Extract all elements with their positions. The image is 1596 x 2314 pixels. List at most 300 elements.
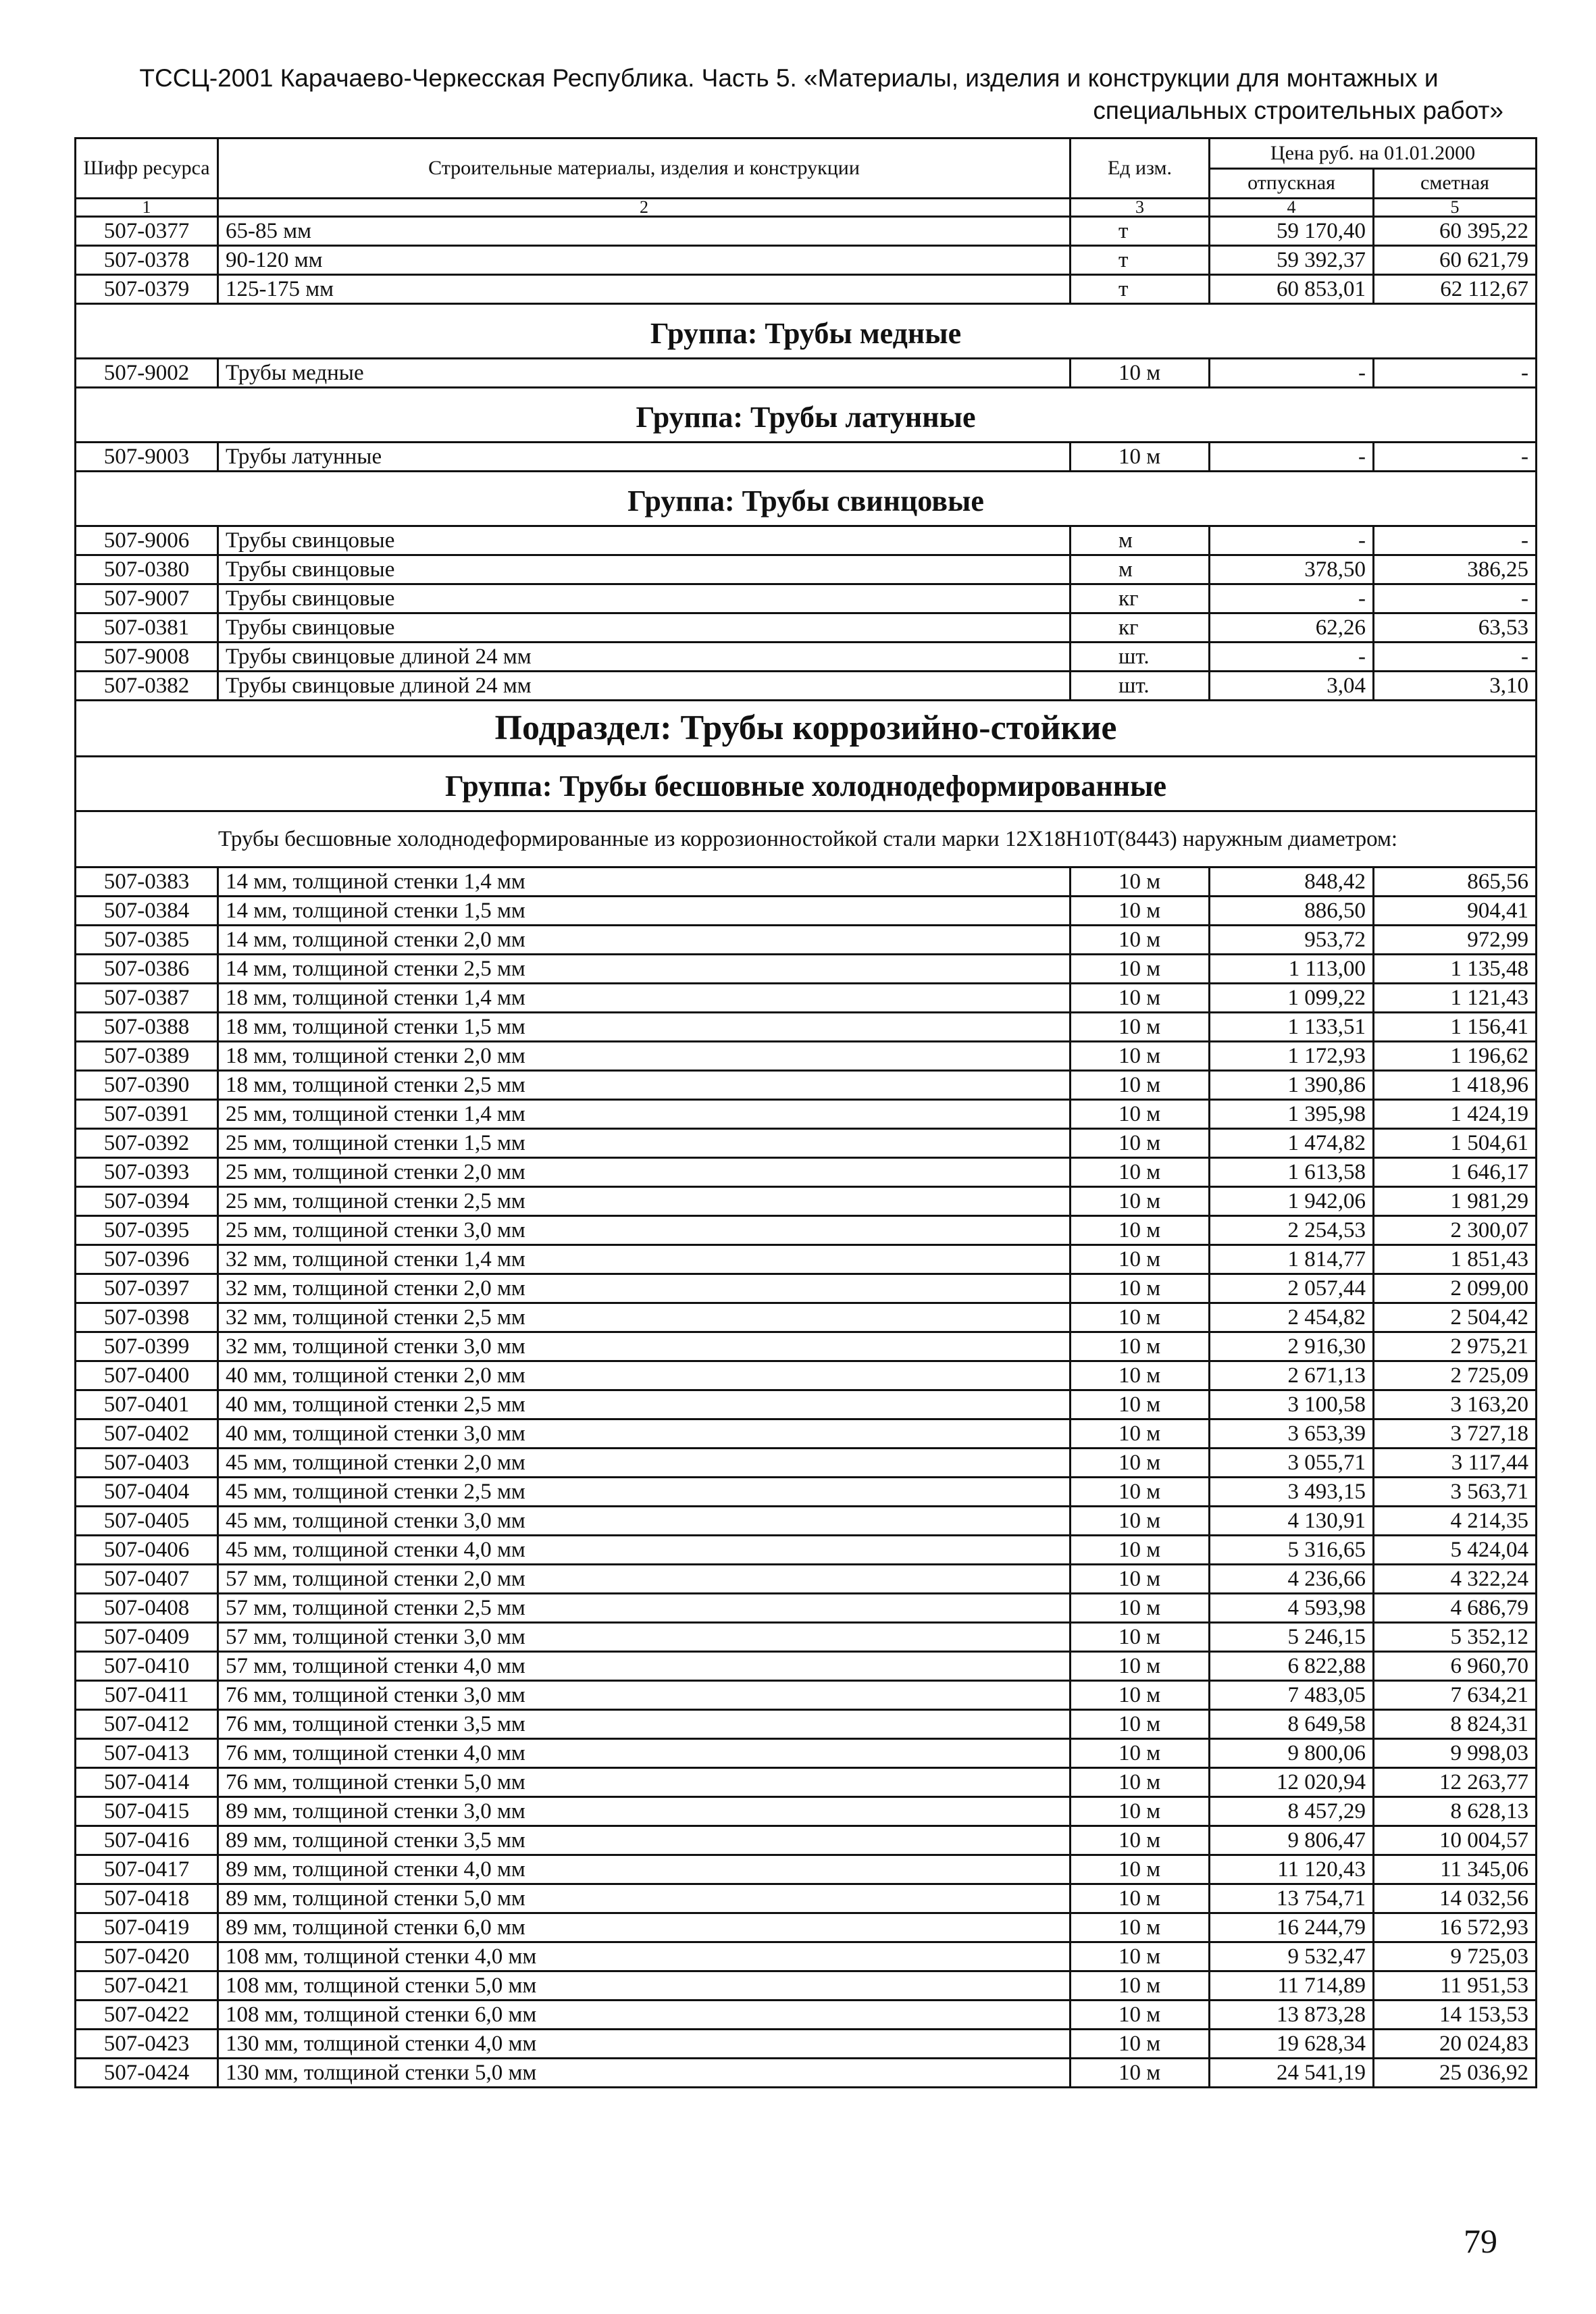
table-row — [76, 443, 1537, 472]
estimate-price: - — [1374, 443, 1537, 472]
table-row — [76, 1507, 1537, 1536]
unit-of-measure: 10 м — [1071, 1478, 1210, 1507]
estimate-price: 1 504,61 — [1374, 1129, 1537, 1158]
unit-of-measure: 10 м — [1071, 1100, 1210, 1129]
table-row — [76, 1913, 1537, 1942]
estimate-price: 1 646,17 — [1374, 1158, 1537, 1187]
table-row — [76, 643, 1537, 672]
col-header-code: Шифр ресурса — [76, 139, 218, 199]
group-heading: Группа: Трубы бесшовные холоднодеформированные — [76, 757, 1537, 811]
table-row — [76, 1478, 1537, 1507]
material-name: 130 мм, толщиной стенки 4,0 мм — [218, 2030, 1071, 2059]
column-index-row — [76, 199, 1537, 217]
unit-of-measure: 10 м — [1071, 359, 1210, 388]
release-price: 8 649,58 — [1210, 1710, 1374, 1739]
material-name: 32 мм, толщиной стенки 3,0 мм — [218, 1332, 1071, 1361]
unit-of-measure: кг — [1071, 613, 1210, 643]
resource-code: 507-9002 — [76, 359, 218, 388]
resource-code: 507-0413 — [76, 1739, 218, 1768]
estimate-price: - — [1374, 584, 1537, 613]
table-row — [76, 1187, 1537, 1216]
estimate-price: 865,56 — [1374, 867, 1537, 897]
material-name: 14 мм, толщиной стенки 2,5 мм — [218, 955, 1071, 984]
unit-of-measure: 10 м — [1071, 1187, 1210, 1216]
unit-of-measure: 10 м — [1071, 1913, 1210, 1942]
table-row — [76, 1390, 1537, 1419]
release-price: 1 390,86 — [1210, 1071, 1374, 1100]
release-price: 62,26 — [1210, 613, 1374, 643]
unit-of-measure: шт. — [1071, 672, 1210, 701]
release-price: 13 873,28 — [1210, 2001, 1374, 2030]
unit-of-measure: м — [1071, 555, 1210, 584]
release-price: 3 653,39 — [1210, 1419, 1374, 1449]
table-row — [76, 1361, 1537, 1390]
material-name: 25 мм, толщиной стенки 2,5 мм — [218, 1187, 1071, 1216]
release-price: 2 454,82 — [1210, 1303, 1374, 1332]
estimate-price: 3 563,71 — [1374, 1478, 1537, 1507]
resource-code: 507-0422 — [76, 2001, 218, 2030]
unit-of-measure: 10 м — [1071, 1303, 1210, 1332]
material-name: Трубы свинцовые — [218, 526, 1071, 555]
table-row — [76, 897, 1537, 926]
table-row — [76, 1332, 1537, 1361]
estimate-price: 10 004,57 — [1374, 1826, 1537, 1855]
table-row — [76, 2030, 1537, 2059]
resource-code: 507-0390 — [76, 1071, 218, 1100]
resource-code: 507-0416 — [76, 1826, 218, 1855]
material-name: 76 мм, толщиной стенки 5,0 мм — [218, 1768, 1071, 1797]
material-name: 57 мм, толщиной стенки 4,0 мм — [218, 1652, 1071, 1681]
column-index: 5 — [1374, 199, 1537, 217]
resource-code: 507-0378 — [76, 246, 218, 275]
table-row — [76, 1623, 1537, 1652]
material-name: 108 мм, толщиной стенки 4,0 мм — [218, 1942, 1071, 1971]
header-line-2: специальных строительных работ» — [1093, 97, 1503, 124]
estimate-price: 1 851,43 — [1374, 1245, 1537, 1274]
material-name: 89 мм, толщиной стенки 6,0 мм — [218, 1913, 1071, 1942]
release-price: 59 170,40 — [1210, 217, 1374, 246]
material-name: 57 мм, толщиной стенки 2,0 мм — [218, 1565, 1071, 1594]
material-name: 76 мм, толщиной стенки 3,0 мм — [218, 1681, 1071, 1710]
unit-of-measure: 10 м — [1071, 1332, 1210, 1361]
table-row — [76, 1449, 1537, 1478]
release-price: 11 120,43 — [1210, 1855, 1374, 1884]
material-name: 108 мм, толщиной стенки 6,0 мм — [218, 2001, 1071, 2030]
group-heading-row — [76, 388, 1537, 443]
unit-of-measure: 10 м — [1071, 1884, 1210, 1913]
estimate-price: 2 725,09 — [1374, 1361, 1537, 1390]
header-line-1: ТССЦ-2001 Карачаево-Черкесская Республика. Часть 5. «Материалы, изделия и конструкции для монтажных и — [139, 64, 1439, 92]
release-price: 12 020,94 — [1210, 1768, 1374, 1797]
table-row — [76, 984, 1537, 1013]
table-row — [76, 1942, 1537, 1971]
table-row — [76, 613, 1537, 643]
estimate-price: 9 998,03 — [1374, 1739, 1537, 1768]
material-name: 18 мм, толщиной стенки 1,5 мм — [218, 1013, 1071, 1042]
table-row — [76, 1158, 1537, 1187]
resource-code: 507-0396 — [76, 1245, 218, 1274]
unit-of-measure: м — [1071, 526, 1210, 555]
resource-code: 507-0423 — [76, 2030, 218, 2059]
unit-of-measure: 10 м — [1071, 2001, 1210, 2030]
material-name: 25 мм, толщиной стенки 1,4 мм — [218, 1100, 1071, 1129]
page-number: 79 — [1464, 2222, 1497, 2260]
estimate-price: 25 036,92 — [1374, 2059, 1537, 2088]
resource-code: 507-0395 — [76, 1216, 218, 1245]
unit-of-measure: 10 м — [1071, 1855, 1210, 1884]
estimate-price: 2 099,00 — [1374, 1274, 1537, 1303]
table-row — [76, 1739, 1537, 1768]
page-header — [74, 62, 1503, 127]
release-price: 1 613,58 — [1210, 1158, 1374, 1187]
material-name: 40 мм, толщиной стенки 2,5 мм — [218, 1390, 1071, 1419]
table-row — [76, 1565, 1537, 1594]
material-name: 90-120 мм — [218, 246, 1071, 275]
resource-code: 507-0384 — [76, 897, 218, 926]
resource-code: 507-0410 — [76, 1652, 218, 1681]
release-price: 5 316,65 — [1210, 1536, 1374, 1565]
material-name: 14 мм, толщиной стенки 2,0 мм — [218, 926, 1071, 955]
section-heading: Подраздел: Трубы коррозийно-стойкие — [76, 701, 1537, 757]
release-price: 2 057,44 — [1210, 1274, 1374, 1303]
resource-code: 507-0392 — [76, 1129, 218, 1158]
unit-of-measure: 10 м — [1071, 1768, 1210, 1797]
estimate-price: 386,25 — [1374, 555, 1537, 584]
material-name: 25 мм, толщиной стенки 3,0 мм — [218, 1216, 1071, 1245]
resource-code: 507-0401 — [76, 1390, 218, 1419]
resource-code: 507-0379 — [76, 275, 218, 304]
release-price: 1 474,82 — [1210, 1129, 1374, 1158]
release-price: 7 483,05 — [1210, 1681, 1374, 1710]
release-price: - — [1210, 526, 1374, 555]
group-description: Трубы бесшовные холоднодеформированные из коррозионностойкой стали марки 12Х18Н10Т(8443) наружным диаметром: — [76, 811, 1537, 867]
release-price: 1 814,77 — [1210, 1245, 1374, 1274]
unit-of-measure: 10 м — [1071, 1652, 1210, 1681]
estimate-price: 3,10 — [1374, 672, 1537, 701]
unit-of-measure: шт. — [1071, 643, 1210, 672]
table-row — [76, 1536, 1537, 1565]
table-row — [76, 1419, 1537, 1449]
unit-of-measure: 10 м — [1071, 1129, 1210, 1158]
col-header-release-price: отпускная — [1210, 168, 1374, 199]
resource-code: 507-0383 — [76, 867, 218, 897]
estimate-price: 8 628,13 — [1374, 1797, 1537, 1826]
unit-of-measure: 10 м — [1071, 1245, 1210, 1274]
unit-of-measure: 10 м — [1071, 1739, 1210, 1768]
material-name: 89 мм, толщиной стенки 4,0 мм — [218, 1855, 1071, 1884]
resource-code: 507-0406 — [76, 1536, 218, 1565]
material-name: Трубы свинцовые — [218, 555, 1071, 584]
resource-code: 507-0377 — [76, 217, 218, 246]
estimate-price: 972,99 — [1374, 926, 1537, 955]
resource-code: 507-0381 — [76, 613, 218, 643]
release-price: 19 628,34 — [1210, 2030, 1374, 2059]
unit-of-measure: 10 м — [1071, 2030, 1210, 2059]
unit-of-measure: 10 м — [1071, 1071, 1210, 1100]
estimate-price: 2 504,42 — [1374, 1303, 1537, 1332]
group-heading: Группа: Трубы свинцовые — [76, 472, 1537, 526]
unit-of-measure: 10 м — [1071, 1623, 1210, 1652]
material-name: 18 мм, толщиной стенки 1,4 мм — [218, 984, 1071, 1013]
table-row — [76, 217, 1537, 246]
release-price: 886,50 — [1210, 897, 1374, 926]
unit-of-measure: 10 м — [1071, 1826, 1210, 1855]
release-price: 11 714,89 — [1210, 1971, 1374, 2001]
resource-code: 507-0386 — [76, 955, 218, 984]
material-name: 65-85 мм — [218, 217, 1071, 246]
table-row — [76, 1594, 1537, 1623]
unit-of-measure: 10 м — [1071, 1565, 1210, 1594]
unit-of-measure: 10 м — [1071, 1971, 1210, 2001]
table-row — [76, 672, 1537, 701]
release-price: - — [1210, 359, 1374, 388]
material-name: Трубы свинцовые длиной 24 мм — [218, 672, 1071, 701]
estimate-price: 11 345,06 — [1374, 1855, 1537, 1884]
material-name: 108 мм, толщиной стенки 5,0 мм — [218, 1971, 1071, 2001]
estimate-price: 14 032,56 — [1374, 1884, 1537, 1913]
col-header-name: Строительные материалы, изделия и конструкции — [218, 139, 1071, 199]
resource-code: 507-0411 — [76, 1681, 218, 1710]
material-name: 25 мм, толщиной стенки 1,5 мм — [218, 1129, 1071, 1158]
release-price: 9 532,47 — [1210, 1942, 1374, 1971]
estimate-price: 3 727,18 — [1374, 1419, 1537, 1449]
unit-of-measure: 10 м — [1071, 1390, 1210, 1419]
table-row — [76, 1042, 1537, 1071]
column-index: 4 — [1210, 199, 1374, 217]
group-heading-row — [76, 757, 1537, 811]
resource-code: 507-0397 — [76, 1274, 218, 1303]
unit-of-measure: 10 м — [1071, 1361, 1210, 1390]
release-price: - — [1210, 443, 1374, 472]
estimate-price: 5 352,12 — [1374, 1623, 1537, 1652]
estimate-price: 2 975,21 — [1374, 1332, 1537, 1361]
release-price: 24 541,19 — [1210, 2059, 1374, 2088]
estimate-price: - — [1374, 526, 1537, 555]
unit-of-measure: 10 м — [1071, 926, 1210, 955]
release-price: 2 916,30 — [1210, 1332, 1374, 1361]
table-row — [76, 1216, 1537, 1245]
material-name: 76 мм, толщиной стенки 3,5 мм — [218, 1710, 1071, 1739]
material-name: 130 мм, толщиной стенки 5,0 мм — [218, 2059, 1071, 2088]
material-name: 18 мм, толщиной стенки 2,0 мм — [218, 1042, 1071, 1071]
release-price: 16 244,79 — [1210, 1913, 1374, 1942]
material-name: 45 мм, толщиной стенки 3,0 мм — [218, 1507, 1071, 1536]
table-row — [76, 1826, 1537, 1855]
table-row — [76, 1071, 1537, 1100]
estimate-price: 1 135,48 — [1374, 955, 1537, 984]
release-price: 1 172,93 — [1210, 1042, 1374, 1071]
material-name: 32 мм, толщиной стенки 2,5 мм — [218, 1303, 1071, 1332]
release-price: 1 113,00 — [1210, 955, 1374, 984]
material-name: 18 мм, толщиной стенки 2,5 мм — [218, 1071, 1071, 1100]
estimate-price: 62 112,67 — [1374, 275, 1537, 304]
estimate-price: 4 214,35 — [1374, 1507, 1537, 1536]
table-row — [76, 1971, 1537, 2001]
release-price: 13 754,71 — [1210, 1884, 1374, 1913]
estimate-price: 9 725,03 — [1374, 1942, 1537, 1971]
estimate-price: 14 153,53 — [1374, 2001, 1537, 2030]
unit-of-measure: т — [1071, 246, 1210, 275]
resource-code: 507-0402 — [76, 1419, 218, 1449]
unit-of-measure: 10 м — [1071, 1536, 1210, 1565]
release-price: 9 806,47 — [1210, 1826, 1374, 1855]
material-name: 76 мм, толщиной стенки 4,0 мм — [218, 1739, 1071, 1768]
resource-code: 507-0421 — [76, 1971, 218, 2001]
release-price: 953,72 — [1210, 926, 1374, 955]
table-row — [76, 359, 1537, 388]
table-row — [76, 584, 1537, 613]
estimate-price: 5 424,04 — [1374, 1536, 1537, 1565]
resource-code: 507-0412 — [76, 1710, 218, 1739]
estimate-price: 12 263,77 — [1374, 1768, 1537, 1797]
col-header-estimate-price: сметная — [1374, 168, 1537, 199]
unit-of-measure: 10 м — [1071, 1158, 1210, 1187]
price-table — [74, 137, 1537, 2088]
release-price: 3 100,58 — [1210, 1390, 1374, 1419]
estimate-price: 16 572,93 — [1374, 1913, 1537, 1942]
material-name: Трубы медные — [218, 359, 1071, 388]
table-row — [76, 1652, 1537, 1681]
unit-of-measure: т — [1071, 217, 1210, 246]
column-index: 2 — [218, 199, 1071, 217]
table-header-row — [76, 139, 1537, 169]
resource-code: 507-0382 — [76, 672, 218, 701]
column-index: 3 — [1071, 199, 1210, 217]
material-name: 40 мм, толщиной стенки 2,0 мм — [218, 1361, 1071, 1390]
unit-of-measure: 10 м — [1071, 1013, 1210, 1042]
resource-code: 507-0391 — [76, 1100, 218, 1129]
resource-code: 507-0385 — [76, 926, 218, 955]
unit-of-measure: кг — [1071, 584, 1210, 613]
resource-code: 507-0415 — [76, 1797, 218, 1826]
table-row — [76, 1768, 1537, 1797]
unit-of-measure: 10 м — [1071, 1797, 1210, 1826]
resource-code: 507-0399 — [76, 1332, 218, 1361]
estimate-price: 8 824,31 — [1374, 1710, 1537, 1739]
table-row — [76, 1129, 1537, 1158]
resource-code: 507-0393 — [76, 1158, 218, 1187]
release-price: 378,50 — [1210, 555, 1374, 584]
material-name: 89 мм, толщиной стенки 3,0 мм — [218, 1797, 1071, 1826]
material-name: 40 мм, толщиной стенки 3,0 мм — [218, 1419, 1071, 1449]
unit-of-measure: 10 м — [1071, 443, 1210, 472]
table-row — [76, 1100, 1537, 1129]
release-price: - — [1210, 584, 1374, 613]
table-row — [76, 275, 1537, 304]
material-name: 89 мм, толщиной стенки 5,0 мм — [218, 1884, 1071, 1913]
resource-code: 507-0407 — [76, 1565, 218, 1594]
release-price: 3,04 — [1210, 672, 1374, 701]
resource-code: 507-0394 — [76, 1187, 218, 1216]
table-row — [76, 1855, 1537, 1884]
release-price: 9 800,06 — [1210, 1739, 1374, 1768]
estimate-price: 11 951,53 — [1374, 1971, 1537, 2001]
material-name: Трубы латунные — [218, 443, 1071, 472]
unit-of-measure: 10 м — [1071, 984, 1210, 1013]
table-row — [76, 1884, 1537, 1913]
estimate-price: 2 300,07 — [1374, 1216, 1537, 1245]
estimate-price: 20 024,83 — [1374, 2030, 1537, 2059]
resource-code: 507-0380 — [76, 555, 218, 584]
release-price: 1 099,22 — [1210, 984, 1374, 1013]
estimate-price: 1 424,19 — [1374, 1100, 1537, 1129]
group-heading: Группа: Трубы медные — [76, 304, 1537, 359]
resource-code: 507-9006 — [76, 526, 218, 555]
unit-of-measure: 10 м — [1071, 955, 1210, 984]
unit-of-measure: 10 м — [1071, 867, 1210, 897]
estimate-price: 3 163,20 — [1374, 1390, 1537, 1419]
estimate-price: - — [1374, 643, 1537, 672]
resource-code: 507-9008 — [76, 643, 218, 672]
resource-code: 507-0403 — [76, 1449, 218, 1478]
table-row — [76, 1274, 1537, 1303]
group-heading-row — [76, 472, 1537, 526]
estimate-price: - — [1374, 359, 1537, 388]
resource-code: 507-0405 — [76, 1507, 218, 1536]
material-name: 45 мм, толщиной стенки 2,0 мм — [218, 1449, 1071, 1478]
release-price: 4 130,91 — [1210, 1507, 1374, 1536]
table-row — [76, 1245, 1537, 1274]
release-price: 5 246,15 — [1210, 1623, 1374, 1652]
estimate-price: 1 981,29 — [1374, 1187, 1537, 1216]
resource-code: 507-0417 — [76, 1855, 218, 1884]
resource-code: 507-0408 — [76, 1594, 218, 1623]
estimate-price: 4 686,79 — [1374, 1594, 1537, 1623]
release-price: 4 593,98 — [1210, 1594, 1374, 1623]
material-name: 32 мм, толщиной стенки 1,4 мм — [218, 1245, 1071, 1274]
resource-code: 507-0409 — [76, 1623, 218, 1652]
table-row — [76, 2001, 1537, 2030]
release-price: 59 392,37 — [1210, 246, 1374, 275]
unit-of-measure: 10 м — [1071, 1042, 1210, 1071]
table-row — [76, 1797, 1537, 1826]
material-name: Трубы свинцовые — [218, 584, 1071, 613]
material-name: 125-175 мм — [218, 275, 1071, 304]
table-row — [76, 1681, 1537, 1710]
material-name: 45 мм, толщиной стенки 4,0 мм — [218, 1536, 1071, 1565]
material-name: 14 мм, толщиной стенки 1,5 мм — [218, 897, 1071, 926]
unit-of-measure: 10 м — [1071, 1710, 1210, 1739]
release-price: 6 822,88 — [1210, 1652, 1374, 1681]
resource-code: 507-0400 — [76, 1361, 218, 1390]
material-name: Трубы свинцовые — [218, 613, 1071, 643]
resource-code: 507-0420 — [76, 1942, 218, 1971]
resource-code: 507-0418 — [76, 1884, 218, 1913]
column-index: 1 — [76, 199, 218, 217]
resource-code: 507-9003 — [76, 443, 218, 472]
release-price: 8 457,29 — [1210, 1797, 1374, 1826]
resource-code: 507-0387 — [76, 984, 218, 1013]
material-name: 57 мм, толщиной стенки 2,5 мм — [218, 1594, 1071, 1623]
release-price: 4 236,66 — [1210, 1565, 1374, 1594]
table-row — [76, 1013, 1537, 1042]
release-price: 2 671,13 — [1210, 1361, 1374, 1390]
release-price: 3 055,71 — [1210, 1449, 1374, 1478]
unit-of-measure: 10 м — [1071, 1216, 1210, 1245]
unit-of-measure: 10 м — [1071, 1681, 1210, 1710]
estimate-price: 1 418,96 — [1374, 1071, 1537, 1100]
resource-code: 507-0389 — [76, 1042, 218, 1071]
estimate-price: 1 121,43 — [1374, 984, 1537, 1013]
col-header-unit: Ед изм. — [1071, 139, 1210, 199]
unit-of-measure: 10 м — [1071, 1594, 1210, 1623]
table-row — [76, 526, 1537, 555]
table-row — [76, 867, 1537, 897]
resource-code: 507-0398 — [76, 1303, 218, 1332]
resource-code: 507-0404 — [76, 1478, 218, 1507]
table-row — [76, 555, 1537, 584]
estimate-price: 6 960,70 — [1374, 1652, 1537, 1681]
